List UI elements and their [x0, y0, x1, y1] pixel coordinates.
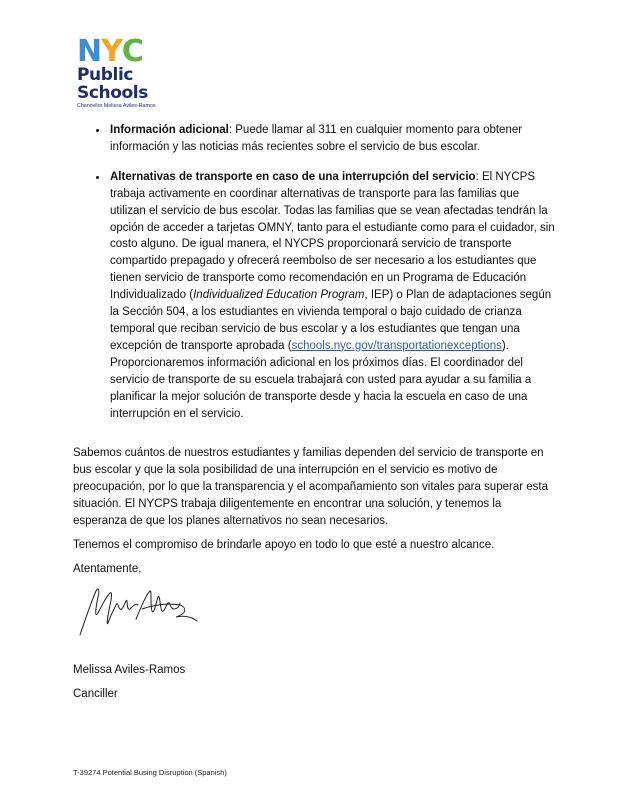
handwritten-signature [76, 583, 201, 643]
logo-chancellor-subtitle: Chancellor Melissa Aviles-Ramos [77, 103, 156, 109]
transportation-exceptions-link[interactable]: schools.nyc.gov/transportationexceptions [291, 339, 502, 352]
signatory-name: Melissa Aviles-Ramos [73, 663, 186, 676]
signatory-title: Canciller [73, 687, 118, 700]
logo-nyc-letters [77, 34, 167, 69]
paragraph-concern: Sabemos cuántos de nuestros estudiantes y familias dependen del servicio de transporte en bus escolar y que la sola posibilidad de una interrupción en el servicio es motivo de preocupación, por lo que la transparencia y el acompañamiento son vitales para superar esta situación. El NYCPS trabaja diligentemente en encontrar una solución, y tenemos la esperanza de que los planes alternativos no sean necesarios. [73, 447, 548, 528]
list-item [108, 169, 555, 423]
bullet-text: , IEP) o Plan de adaptaciones según la Sección 504, a los estudiantes en vivienda temporal o bajo cuidado de crianza temporal que reciban servicio de bus escolar y a los estudiantes que tengan una excepción de transporte aprobada ( [110, 289, 552, 352]
list-item [108, 122, 555, 156]
logo-letter-c: C [121, 34, 143, 69]
bullet-list [73, 122, 555, 422]
logo-letter-n: N [77, 34, 102, 69]
document-footer: T-39274 Potential Busing Disruption (Spanish) [73, 768, 227, 777]
logo-schools: Schools [77, 83, 148, 103]
bullet-label: Información adicional [110, 124, 229, 136]
logo-public: Public [77, 65, 134, 85]
bullet-italic-text: Individualized Education Program [193, 289, 365, 302]
logo-letter-y: Y [101, 34, 122, 69]
closing-salutation: Atentamente, [73, 562, 142, 575]
bullet-text: ). Proporcionaremos información adicional en los próximos días. El coordinador del servicio de transporte de su escuela trabajará con usted para ayudar a su familia a planificar la mejor solución de transporte desde y hacia la escuela en caso de una interrupción en el servicio. [110, 339, 532, 420]
bullet-label: Alternativas de transporte en caso de una interrupción del servicio [110, 170, 476, 183]
nyc-public-schools-logo [77, 34, 167, 109]
paragraph-commitment: Tenemos el compromiso de brindarle apoyo en todo lo que esté a nuestro alcance. [73, 538, 495, 551]
bullet-text: : El NYCPS trabaja activamente en coordinar alternativas de transporte para las familias que utilizan el servicio de bus escolar. Todas las familias que se vean afectadas tendrán la opción de acceder a tarjetas OMNY, tanto para el estudiante como para el cuidador, sin costo alguno. De igual manera, el NYCPS proporcionará servicio de transporte compartido prepagado y ofrecerá reembolso de ser necesario a los estudiantes que tienen servicio de transporte como recomendación en un Programa de Educación Individualizado ( [110, 170, 555, 302]
bullet-text: : Puede llamar al 311 en cualquier momento para obtener información y las noticias más recientes sobre el servicio de bus escolar. [110, 124, 523, 153]
